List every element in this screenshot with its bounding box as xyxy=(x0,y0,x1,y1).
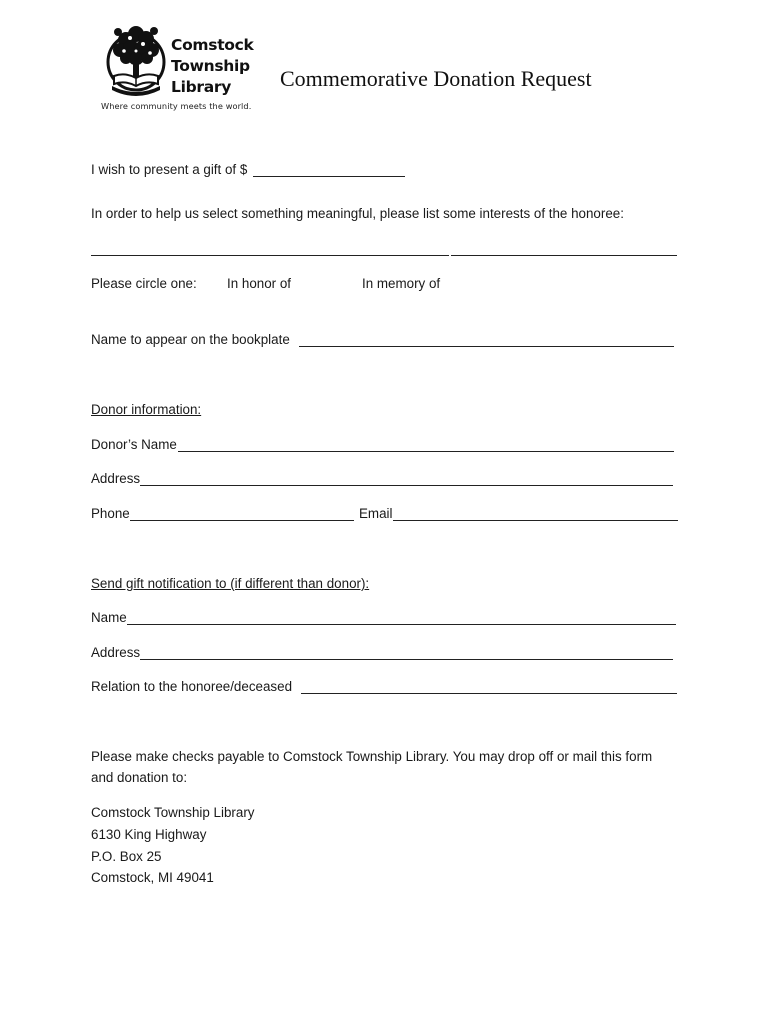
donor-info-heading: Donor information: xyxy=(91,402,202,417)
address-line-2: 6130 King Highway xyxy=(91,827,207,842)
donor-name-field[interactable] xyxy=(178,451,674,452)
donor-address-field[interactable] xyxy=(140,485,673,486)
bookplate-name-field[interactable] xyxy=(299,346,674,347)
relation-field[interactable] xyxy=(301,693,677,694)
library-logo xyxy=(98,20,268,115)
notify-address-field[interactable] xyxy=(140,659,673,660)
address-line-3: P.O. Box 25 xyxy=(91,849,162,864)
donor-phone-field[interactable] xyxy=(130,520,354,521)
interests-field-part-2[interactable] xyxy=(451,255,677,256)
logo-name-line-3: Library xyxy=(171,78,232,96)
logo-wordmark xyxy=(171,35,254,98)
donor-address-label: Address xyxy=(91,471,141,486)
interests-prompt: In order to help us select something meaningful, please list some interests of the honoree: xyxy=(91,206,624,221)
donor-email-label: Email xyxy=(359,506,393,521)
bookplate-label: Name to appear on the bookplate xyxy=(91,332,290,347)
logo-tagline: Where community meets the world. xyxy=(101,101,252,111)
circle-one-label: Please circle one: xyxy=(91,276,197,291)
gift-amount-field[interactable] xyxy=(253,176,405,177)
gift-amount-label: I wish to present a gift of $ xyxy=(91,162,248,177)
relation-label: Relation to the honoree/deceased xyxy=(91,679,293,694)
interests-field-part-1[interactable] xyxy=(91,255,449,256)
notify-address-label: Address xyxy=(91,645,141,660)
notify-name-field[interactable] xyxy=(127,624,676,625)
donor-phone-label: Phone xyxy=(91,506,130,521)
page-title: Commemorative Donation Request xyxy=(280,66,592,91)
address-line-4: Comstock, MI 49041 xyxy=(91,870,214,885)
notify-name-label: Name xyxy=(91,610,127,625)
instructions-line-2: and donation to: xyxy=(91,770,188,785)
address-line-1: Comstock Township Library xyxy=(91,805,255,820)
logo-name-line-1: Comstock xyxy=(171,36,254,54)
donor-name-label: Donor’s Name xyxy=(91,437,177,452)
notification-heading: Send gift notification to (if different than donor): xyxy=(91,576,370,591)
donor-email-field[interactable] xyxy=(393,520,678,521)
tree-book-icon xyxy=(106,20,172,100)
in-honor-of-option[interactable]: In honor of xyxy=(227,276,292,291)
instructions-line-1: Please make checks payable to Comstock Township Library. You may drop off or mail this form xyxy=(91,749,653,764)
logo-name-line-2: Township xyxy=(171,57,250,75)
in-memory-of-option[interactable]: In memory of xyxy=(362,276,441,291)
